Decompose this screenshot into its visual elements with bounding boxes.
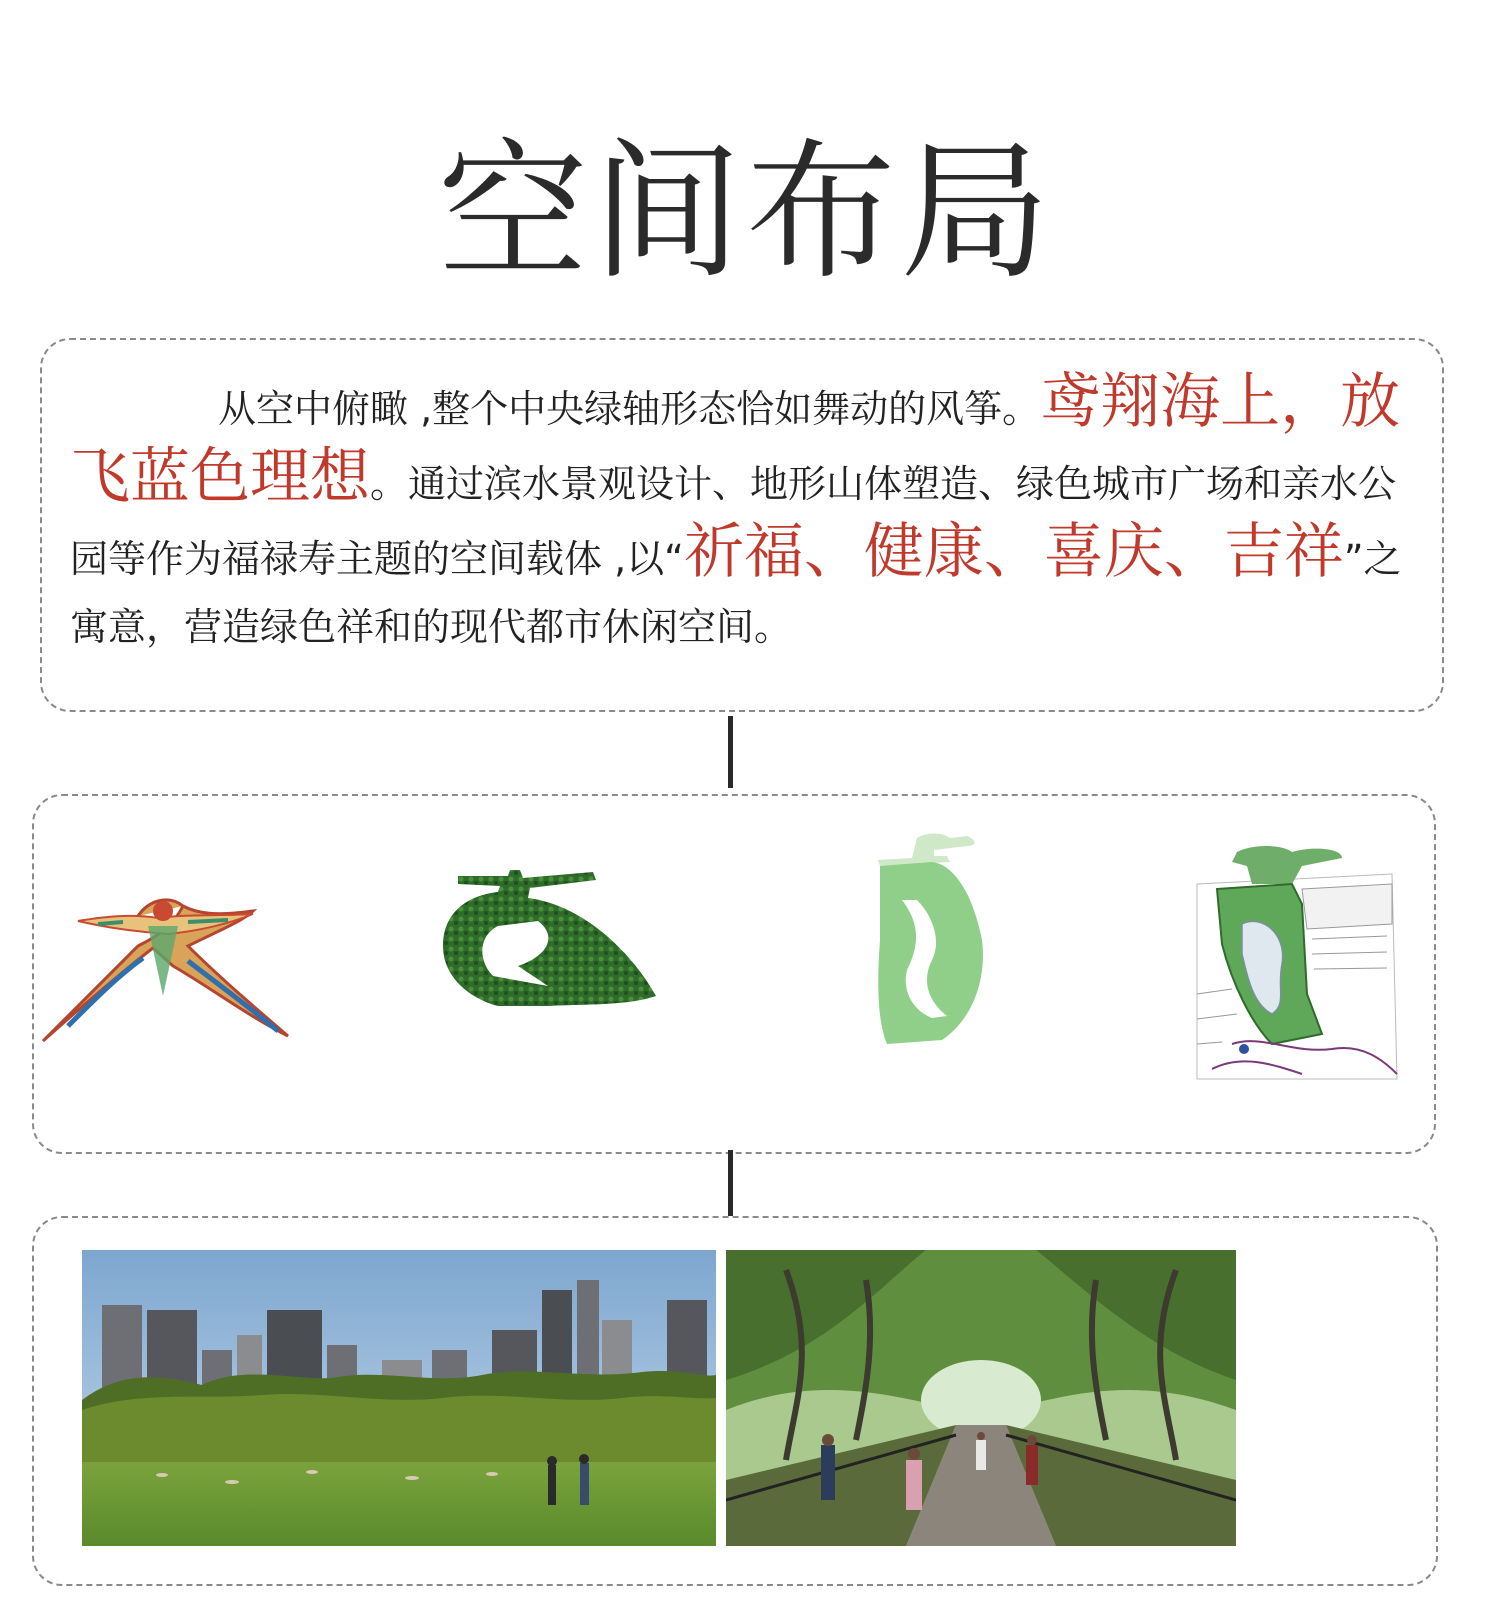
reference-photos-panel (32, 1216, 1438, 1586)
highlight-kite-slogan: 鸢翔海上，放飞蓝色理想 (70, 367, 1401, 512)
description-text (70, 368, 1420, 661)
description-panel (40, 338, 1444, 712)
connector-line (728, 1150, 733, 1216)
description-part2: 。通过滨水景观设计、地形山体塑造、绿色城市广场和亲水公园等作为福禄寿主题的空间载体 ,以“ (70, 462, 1397, 581)
park-site-plan (1192, 844, 1402, 1084)
dark-green-kite-silhouette (438, 866, 660, 1016)
description-part1: 从空中俯瞰 ,整个中央绿轴形态恰如舞动的风筝。 (218, 387, 1041, 431)
page-title: 空间布局 (437, 126, 1054, 300)
park-lawn-skyline-photo (82, 1250, 716, 1546)
light-green-kite-silhouette (872, 830, 992, 1050)
connector-line (728, 716, 733, 788)
kite-image (38, 876, 298, 1046)
description-part3: ”之寓意，营造绿色祥和的现代都市休闲空间。 (70, 537, 1402, 649)
highlight-blessings: 祈福、健康、喜庆、吉祥 (683, 517, 1344, 587)
tree-lined-promenade-photo (726, 1250, 1236, 1546)
concept-graphics-panel (32, 794, 1436, 1154)
